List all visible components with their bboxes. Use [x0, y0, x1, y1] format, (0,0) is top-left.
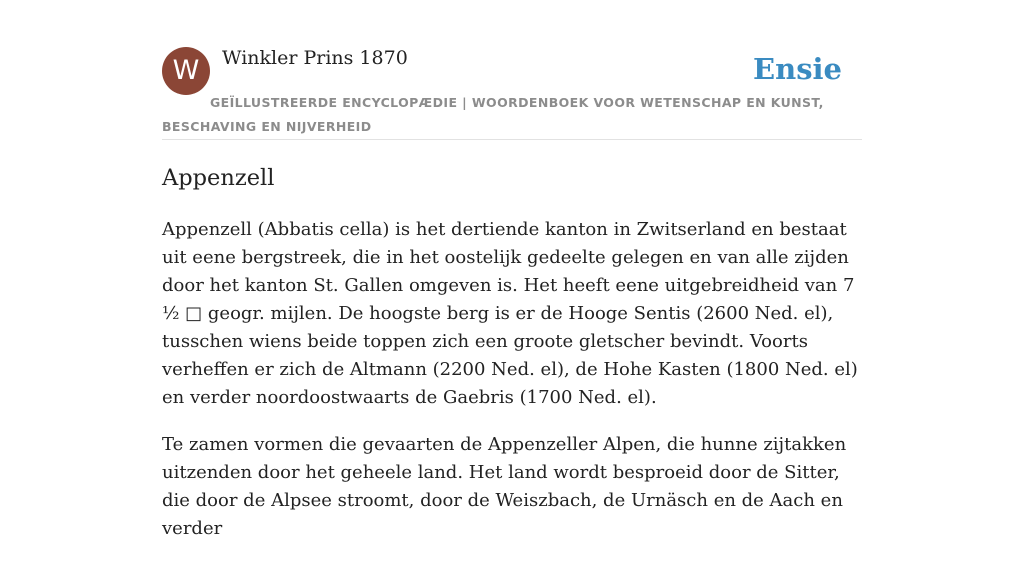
article-paragraph: Te zamen vormen die gevaarten de Appenzeller Alpen, die hunne zijtakken uitzenden door het geheele land. Het land wordt besproeid door de Sitter, die door de Alpsee stroomt, door de Weiszbach, de Urnäsch en de Aach en verder [162, 434, 847, 539]
source-avatar[interactable]: W [162, 47, 210, 95]
article-title: Appenzell [162, 165, 275, 191]
header [162, 46, 862, 140]
article-body [162, 216, 862, 562]
ensie-logo[interactable]: Ensie [753, 52, 842, 86]
source-title-link[interactable]: Winkler Prins 1870 [222, 47, 408, 69]
article-paragraph: Appenzell (Abbatis cella) is het dertiende kanton in Zwitserland en bestaat uit eene bergstreek, die in het oostelijk gedeelte gelegen en van alle zijden door het kanton St. Gallen omgeven is. Het heeft eene uitgebreidheid van 7 ½ □ geogr. mijlen. De hoogste berg is er de Hooge Sentis (2600 Ned. el), tusschen wiens beide toppen zich een groote gletscher bevindt. Voorts verheffen er zich de Altmann (2200 Ned. el), de Hohe Kasten (1800 Ned. el) en verder noordoostwaarts de Gaebris (1700 Ned. el). [162, 219, 858, 408]
header-divider [162, 139, 862, 140]
source-subtitle: GEÏLLUSTREERDE ENCYCLOPÆDIE | WOORDENBOEK VOOR WETENSCHAP EN KUNST, BESCHAVING EN NIJVERHEID [162, 95, 824, 134]
